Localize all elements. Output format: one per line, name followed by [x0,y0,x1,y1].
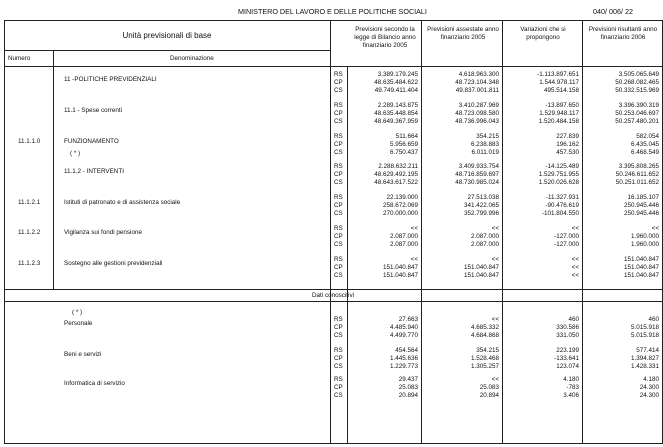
cell-value: 151.040.847 [463,272,499,279]
cell-value: 151.040.847 [463,264,499,271]
cell-value: -1.113.897.651 [537,71,579,78]
row-prev-assestate [421,316,499,340]
row-prev-risultanti [582,194,659,218]
row-prev-risultanti [582,102,659,126]
page-reference: 040/ 006/ 22 [593,7,633,16]
cell-value: << [571,256,579,263]
header-denominazione: Denominazione [170,55,214,62]
row-prev-assestate [421,376,499,400]
cell-value: 227.839 [556,133,579,140]
cell-value: 24.300 [639,392,659,399]
cell-value: 48.629.492.195 [374,171,418,178]
cell-value: -11.327.931 [545,194,579,201]
cell-value: CS [334,332,343,339]
header-unita: Unità previsionali di base [122,31,212,40]
cell-value: 48.635.484.622 [374,79,418,86]
cell-value: 4.485.940 [389,324,418,331]
cell-value: 3.409.933.754 [458,163,499,170]
cell-value: 5.015.918 [630,324,659,331]
cell-value: 24.300 [639,384,659,391]
cell-value: CP [334,79,343,86]
row-variazioni [502,163,579,187]
cell-value: 6.435.045 [630,141,659,148]
cell-value: -13.897.650 [545,102,579,109]
cell-value: CP [334,141,343,148]
row-prev-assestate [421,163,499,187]
cell-value: 1.529.751.955 [538,171,579,178]
cell-value: CP [334,324,343,331]
cell-value: 1.520.484.158 [538,118,579,125]
cell-value: CP [334,233,343,240]
cell-value: RS [334,71,343,78]
cell-value: 454.564 [395,347,418,354]
row-prev-assestate [421,71,499,95]
cell-value: 151.040.847 [623,256,659,263]
row-variazioni [502,133,579,157]
cell-value: 1.428.331 [630,363,659,370]
cell-value: 331.050 [556,332,579,339]
row-codes [334,347,343,371]
row-codes [334,316,343,340]
cell-value: << [651,225,659,232]
cell-value: 49.837.001.811 [455,87,499,94]
row-prev-legge [350,102,418,126]
cell-value: 3.395.808.265 [618,163,659,170]
cell-value: 354.215 [476,133,499,140]
row-prev-legge [350,376,418,400]
row-label: Vigilanza sui fondi pensione [64,229,142,236]
row-prev-assestate [421,194,499,218]
row-label: 11 -POLITICHE PREVIDENZIALI [64,76,157,83]
cell-value: 2.087.000 [389,233,418,240]
cell-value: 50.253.046.697 [615,110,659,117]
row-label: Personale [64,320,93,327]
cell-value: 50.251.011.652 [615,179,659,186]
row-label: Istituti di patronato e di assistenza sociale [64,199,181,206]
row-number: 11.1.1.0 [18,138,41,145]
cell-value: 2.288.632.211 [378,163,418,170]
row-codes [334,225,343,249]
cell-value: 3.406 [563,392,579,399]
row-prev-assestate [421,102,499,126]
cell-value: 151.040.847 [623,272,659,279]
cell-value: 48.716.859.697 [455,171,499,178]
cell-value: 48.730.985.024 [455,179,499,186]
cell-value: RS [334,347,343,354]
row-prev-risultanti [582,133,659,157]
cell-value: 4.684.868 [470,332,499,339]
cell-value: RS [334,163,343,170]
cell-value: 1.445.636 [389,355,418,362]
cell-value: 4.180 [643,376,659,383]
cell-value: << [571,264,579,271]
cell-value: 49.749.411.404 [374,87,418,94]
star-note: ( * ) [70,150,81,157]
cell-value: 20.894 [398,392,418,399]
cell-value: 16.185.107 [627,194,659,201]
cell-value: 6.468.549 [630,149,659,156]
cell-value: -127.000 [554,233,579,240]
cell-value: 6.011.019 [471,149,499,156]
cell-value: << [491,316,499,323]
cell-value: 3.410.287.969 [458,102,499,109]
header-prev-risultanti: Previsioni risultanti anno finanziario 2006 [588,26,658,41]
row-variazioni [502,376,579,400]
row-label: 11.1 - Spese correnti [64,107,122,114]
header-variazioni: Variazioni che si propongono [520,26,566,41]
row-prev-assestate [421,133,499,157]
cell-value: 123.074 [556,363,579,370]
cell-value: 27.513.038 [467,194,499,201]
cell-value: 151.040.847 [382,272,418,279]
cell-value: 577.414 [636,347,659,354]
cell-value: 3.505.065.649 [618,71,659,78]
cell-value: 2.289.143.875 [377,102,418,109]
cell-value: RS [334,225,343,232]
cell-value: 50.257.480.201 [615,118,659,125]
cell-value: 330.586 [556,324,579,331]
cell-value: 50.332.515.969 [615,87,659,94]
cell-value: CP [334,202,343,209]
cell-value: 4.618.963.300 [458,71,499,78]
row-prev-legge [350,347,418,371]
cell-value: 1.960.000 [630,233,659,240]
row-variazioni [502,194,579,218]
row-number: 11.1.2.2 [18,229,41,236]
cell-value: 25.083 [479,384,499,391]
row-prev-risultanti [582,347,659,371]
cell-value: 457.530 [556,149,579,156]
row-codes [334,102,343,126]
cell-value: << [571,225,579,232]
cell-value: 2.087.000 [389,241,418,248]
row-variazioni [502,71,579,95]
cell-value: 4.180 [563,376,579,383]
row-prev-legge [350,225,418,249]
row-codes [334,133,343,157]
cell-value: 25.083 [398,384,418,391]
cell-value: CS [334,179,343,186]
cell-value: 1.520.026.628 [538,179,579,186]
cell-value: 1.544.978.117 [539,79,579,86]
row-label: 11.1.2 - INTERVENTI [64,168,124,175]
cell-value: 50.246.611.652 [615,171,659,178]
cell-value: 3.396.390.319 [618,102,659,109]
cell-value: << [571,272,579,279]
row-prev-legge [350,256,418,280]
cell-value: CP [334,355,343,362]
cell-value: 4.499.770 [389,332,418,339]
cell-value: 354.215 [476,347,499,354]
row-label: Beni e servizi [64,351,102,358]
cell-value: 1.394.827 [630,355,659,362]
cell-value: 250.945.446 [623,210,659,217]
header-prev-assestate: Previsioni assestate anno finanziario 2005 [427,26,499,41]
row-variazioni [502,225,579,249]
cell-value: 270.000.000 [382,210,418,217]
row-prev-legge [350,133,418,157]
row-variazioni [502,102,579,126]
row-variazioni [502,316,579,340]
cell-value: << [410,256,418,263]
cell-value: 196.162 [556,141,579,148]
row-codes [334,376,343,400]
cell-value: 27.663 [398,316,418,323]
cell-value: 151.040.847 [623,264,659,271]
cell-value: 20.894 [479,392,499,399]
cell-value: -133.641 [554,355,579,362]
cell-value: << [491,376,499,383]
row-prev-risultanti [582,256,659,280]
cell-value: CS [334,272,343,279]
row-prev-risultanti [582,376,659,400]
cell-value: 22.139.000 [386,194,418,201]
cell-value: 4.685.332 [470,324,499,331]
cell-value: 250.945.446 [623,202,659,209]
row-prev-legge [350,316,418,340]
cell-value: CP [334,110,343,117]
cell-value: -783 [566,384,579,391]
cell-value: 50.268.082.465 [615,79,659,86]
header-numero: Numero [8,55,31,62]
cell-value: 1.305.257 [470,363,499,370]
cell-value: << [491,225,499,232]
row-prev-risultanti [582,71,659,95]
cell-value: 582.054 [636,133,659,140]
cell-value: CS [334,87,343,94]
cell-value: << [410,225,418,232]
cell-value: -90.476.619 [545,202,579,209]
row-prev-assestate [421,225,499,249]
cell-value: 6.238.883 [470,141,499,148]
cell-value: 495.514.158 [543,87,579,94]
cell-value: RS [334,316,343,323]
cell-value: 341.422.065 [463,202,499,209]
cell-value: 258.672.069 [382,202,418,209]
cell-value: 2.087.000 [470,241,499,248]
row-number: 11.1.2.3 [18,260,41,267]
cell-value: CS [334,149,343,156]
star-note-dati: ( * ) [72,309,83,316]
cell-value: << [491,256,499,263]
row-label: Sostegno alle gestioni previdenziali [64,260,163,267]
cell-value: CP [334,171,343,178]
cell-value: RS [334,376,343,383]
cell-value: 48.635.448.854 [374,110,418,117]
cell-value: 48.649.367.959 [374,118,418,125]
cell-value: 29.437 [398,376,418,383]
row-prev-assestate [421,347,499,371]
cell-value: CS [334,118,343,125]
cell-value: -14.125.489 [545,163,579,170]
row-codes [334,163,343,187]
cell-value: 48.736.996.043 [455,118,499,125]
cell-value: -127.000 [554,241,579,248]
row-prev-legge [350,194,418,218]
cell-value: CP [334,264,343,271]
cell-value: RS [334,194,343,201]
section-title-dati: Dati conoscitivi [312,292,354,299]
cell-value: 1.229.773 [389,363,418,370]
cell-value: 5.956.659 [389,141,418,148]
row-variazioni [502,347,579,371]
row-number: 11.1.2.1 [18,199,41,206]
cell-value: -101.804.550 [541,210,579,217]
cell-value: 223.199 [556,347,579,354]
cell-value: 48.643.617.522 [374,179,418,186]
row-codes [334,256,343,280]
cell-value: 3.389.179.245 [377,71,418,78]
cell-value: RS [334,102,343,109]
cell-value: CS [334,392,343,399]
cell-value: 6.750.437 [389,149,418,156]
ministry-title: MINISTERO DEL LAVORO E DELLE POLITICHE SOCIALI [238,7,427,16]
cell-value: CS [334,241,343,248]
row-prev-legge [350,71,418,95]
row-label: Informatica di servizio [64,380,125,387]
header-prev-legge: Previsioni secondo la legge di Bilancio anno finanziario 2005 [354,26,416,49]
cell-value: 1.528.468 [470,355,499,362]
cell-value: 151.040.847 [382,264,418,271]
cell-value: CS [334,363,343,370]
row-prev-risultanti [582,316,659,340]
cell-value: RS [334,133,343,140]
cell-value: 1.529.948.117 [539,110,579,117]
row-prev-risultanti [582,163,659,187]
cell-value: 460 [568,316,579,323]
row-prev-legge [350,163,418,187]
row-prev-risultanti [582,225,659,249]
cell-value: 2.087.000 [470,233,499,240]
cell-value: 352.799.996 [463,210,499,217]
cell-value: 1.960.000 [630,241,659,248]
cell-value: 511.664 [395,133,418,140]
row-label: FUNZIONAMENTO [64,138,119,145]
cell-value: 48.723.104.348 [455,79,499,86]
row-codes [334,194,343,218]
cell-value: 460 [648,316,659,323]
row-prev-assestate [421,256,499,280]
row-variazioni [502,256,579,280]
cell-value: 48.723.098.580 [455,110,499,117]
row-codes [334,71,343,95]
cell-value: CS [334,210,343,217]
cell-value: RS [334,256,343,263]
cell-value: CP [334,384,343,391]
cell-value: 5.015.918 [630,332,659,339]
